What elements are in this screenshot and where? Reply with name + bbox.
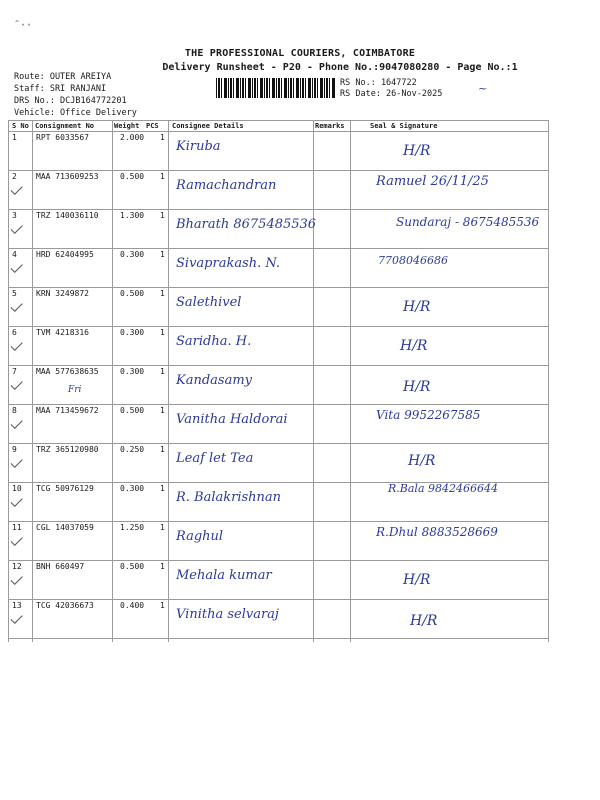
table-row <box>8 599 548 638</box>
row-consignment-no: KRN 3249872 <box>36 289 89 298</box>
row-consignment-no: TVM 4218316 <box>36 328 89 337</box>
checkmark-icon <box>10 500 24 510</box>
staff-label: Staff: SRI RANJANI <box>14 84 107 94</box>
row-note-handwritten: Fri <box>68 385 82 395</box>
checkmark-icon <box>10 461 24 471</box>
row-consignee-handwritten: Salethivel <box>176 295 242 310</box>
col-header-sno: S No <box>12 122 29 130</box>
row-signature-handwritten: 7708046686 <box>378 254 448 267</box>
row-consignment-no: TRZ 365120980 <box>36 445 99 454</box>
row-consignee-handwritten: Saridha. H. <box>176 334 252 349</box>
row-consignee-handwritten: Raghul <box>176 529 224 544</box>
checkmark-icon <box>10 383 24 393</box>
row-sno: 10 <box>12 484 22 493</box>
row-sno: 8 <box>12 406 17 415</box>
row-pcs: 1 <box>160 328 165 337</box>
row-consignee-handwritten: Kiruba <box>176 139 221 154</box>
col-header-seal: Seal & Signature <box>370 122 438 130</box>
row-pcs: 1 <box>160 367 165 376</box>
checkmark-icon <box>10 422 24 432</box>
row-pcs: 1 <box>160 484 165 493</box>
row-weight: 0.500 <box>120 172 145 181</box>
row-consignment-no: HRD 62404995 <box>36 250 94 259</box>
checkmark-icon <box>10 617 24 627</box>
row-consignment-no: TCG 42036673 <box>36 601 94 610</box>
row-sno: 2 <box>12 172 17 181</box>
runsheet-title: Delivery Runsheet - P20 - Phone No.:9047080280 - Page No.:1 <box>162 62 518 73</box>
row-signature-handwritten: Sundaraj - 8675485536 <box>396 215 540 229</box>
row-signature-handwritten: H/R <box>410 613 438 629</box>
row-consignee-handwritten: Sivaprakash. N. <box>176 256 281 271</box>
table-row <box>8 170 548 209</box>
checkmark-icon <box>10 227 24 237</box>
vehicle-label: Vehicle: Office Delivery <box>14 108 137 118</box>
checkmark-icon <box>10 305 24 315</box>
row-sno: 13 <box>12 601 22 610</box>
grid-line <box>548 120 549 642</box>
row-weight: 0.300 <box>120 328 145 337</box>
drs-number: DRS No.: DCJB164772201 <box>14 96 127 106</box>
row-sno: 7 <box>12 367 17 376</box>
row-signature-handwritten: Ramuel 26/11/25 <box>376 174 489 189</box>
table-row <box>8 326 548 365</box>
col-header-consignee: Consignee Details <box>172 122 244 130</box>
row-sno: 9 <box>12 445 17 454</box>
col-header-remarks: Remarks <box>315 122 345 130</box>
row-signature-handwritten: H/R <box>403 572 431 588</box>
row-signature-handwritten: R.Dhul 8883528669 <box>376 525 498 539</box>
row-sno: 11 <box>12 523 22 532</box>
row-signature-handwritten: H/R <box>403 143 431 159</box>
row-sno: 12 <box>12 562 22 571</box>
grid-line <box>8 120 548 121</box>
row-sno: 6 <box>12 328 17 337</box>
table-row <box>8 404 548 443</box>
row-consignment-no: MAA 577638635 <box>36 367 99 376</box>
row-consignment-no: MAA 713459672 <box>36 406 99 415</box>
row-pcs: 1 <box>160 601 165 610</box>
checkmark-icon <box>10 188 24 198</box>
col-header-pcs: PCS <box>146 122 159 130</box>
row-consignee-handwritten: Vanitha Haldorai <box>176 412 288 427</box>
row-weight: 0.250 <box>120 445 145 454</box>
row-consignee-handwritten: Ramachandran <box>176 178 277 193</box>
row-pcs: 1 <box>160 406 165 415</box>
row-weight: 0.500 <box>120 562 145 571</box>
row-pcs: 1 <box>160 250 165 259</box>
row-consignee-handwritten: Vinitha selvaraj <box>176 607 279 622</box>
row-sno: 3 <box>12 211 17 220</box>
checkmark-icon <box>10 344 24 354</box>
table-row <box>8 521 548 560</box>
row-pcs: 1 <box>160 445 165 454</box>
row-weight: 0.500 <box>120 289 145 298</box>
row-consignment-no: MAA 713609253 <box>36 172 99 181</box>
checkmark-icon <box>10 578 24 588</box>
table-row <box>8 365 548 404</box>
table-row <box>8 482 548 521</box>
row-pcs: 1 <box>160 133 165 142</box>
row-weight: 1.300 <box>120 211 145 220</box>
row-consignment-no: TCG 50976129 <box>36 484 94 493</box>
row-consignee-handwritten: Bharath 8675485536 <box>176 217 317 232</box>
rs-number: RS No.: 1647722 <box>340 78 417 88</box>
row-consignment-no: BNH 660497 <box>36 562 85 571</box>
row-signature-handwritten: H/R <box>400 338 428 354</box>
table-row <box>8 443 548 482</box>
col-header-weight: Weight <box>114 122 140 130</box>
row-signature-handwritten: Vita 9952267585 <box>376 408 481 422</box>
row-consignee-handwritten: Mehala kumar <box>176 568 272 583</box>
row-pcs: 1 <box>160 211 165 220</box>
row-signature-handwritten: H/R <box>408 453 436 469</box>
table-row <box>8 248 548 287</box>
route-label: Route: OUTER AREIYA <box>14 72 112 82</box>
row-consignee-handwritten: Kandasamy <box>176 373 253 388</box>
company-name: THE PROFESSIONAL COURIERS, COIMBATORE <box>184 48 416 59</box>
row-sno: 5 <box>12 289 17 298</box>
row-weight: 0.400 <box>120 601 145 610</box>
table-row <box>8 131 548 170</box>
row-signature-handwritten: H/R <box>403 299 431 315</box>
row-weight: 0.300 <box>120 484 145 493</box>
table-row <box>8 560 548 599</box>
row-weight: 0.500 <box>120 406 145 415</box>
row-signature-handwritten: H/R <box>403 379 431 395</box>
row-pcs: 1 <box>160 172 165 181</box>
table-row <box>8 287 548 326</box>
row-consignee-handwritten: Leaf let Tea <box>176 451 254 466</box>
row-signature-handwritten: R.Bala 9842466644 <box>388 482 498 495</box>
row-weight: 0.300 <box>120 367 145 376</box>
checkmark-icon <box>10 539 24 549</box>
row-pcs: 1 <box>160 523 165 532</box>
checkmark-icon <box>10 266 24 276</box>
row-weight: 0.300 <box>120 250 145 259</box>
pen-scribble: ~ <box>478 82 488 95</box>
table-row <box>8 209 548 248</box>
row-weight: 2.000 <box>120 133 145 142</box>
row-consignment-no: TRZ 140036110 <box>36 211 99 220</box>
corner-mark: ˆ·· <box>14 20 33 31</box>
row-pcs: 1 <box>160 289 165 298</box>
row-consignment-no: RPT 6033567 <box>36 133 89 142</box>
row-sno: 1 <box>12 133 17 142</box>
col-header-consignment: Consignment No <box>35 122 95 130</box>
row-weight: 1.250 <box>120 523 145 532</box>
row-sno: 4 <box>12 250 17 259</box>
barcode <box>216 78 336 98</box>
rs-date: RS Date: 26-Nov-2025 <box>340 89 443 99</box>
row-consignment-no: CGL 14037059 <box>36 523 94 532</box>
runsheet-table <box>8 120 548 642</box>
grid-line <box>8 638 548 639</box>
row-pcs: 1 <box>160 562 165 571</box>
row-consignee-handwritten: R. Balakrishnan <box>176 490 282 505</box>
